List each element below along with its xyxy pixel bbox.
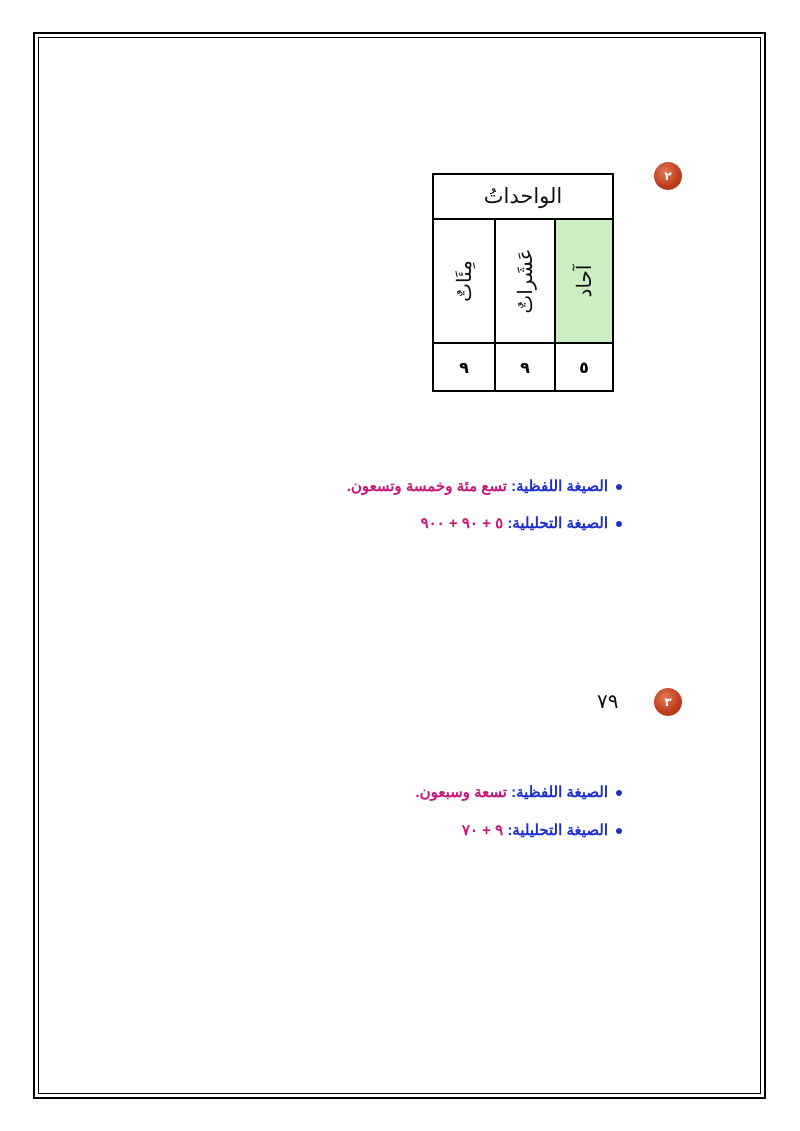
problem-2-badge: ٢	[654, 162, 682, 190]
expanded-form-value: ٥ + ٩٠ + ٩٠٠	[420, 515, 504, 532]
expanded-form-value: ٩ + ٧٠	[461, 822, 504, 839]
value-ones: ٥	[554, 344, 612, 392]
problem-3-badge: ٣	[654, 688, 682, 716]
bullet-icon	[616, 828, 622, 834]
column-ones	[554, 220, 612, 342]
column-ones-label: آحاد	[572, 264, 596, 298]
place-value-table	[432, 173, 614, 392]
word-form-line-3	[415, 783, 622, 801]
word-form-line-2	[347, 477, 622, 495]
word-form-label: الصيغة اللفظية:	[511, 784, 608, 801]
word-form-value: تسع مئة وخمسة وتسعون.	[346, 478, 507, 495]
bullet-icon	[616, 484, 622, 490]
column-hundreds-label: مِئَاتٌ	[452, 260, 476, 302]
expanded-form-line-3	[462, 821, 622, 839]
bullet-icon	[616, 790, 622, 796]
value-hundreds: ٩	[459, 358, 469, 377]
expanded-form-line-2	[421, 514, 622, 532]
problem-3-number: ٧٩	[597, 689, 619, 713]
table-header: الواحداتُ	[434, 175, 612, 220]
table-values-row	[434, 342, 612, 392]
bullet-icon	[616, 521, 622, 527]
expanded-form-label: الصيغة التحليلية:	[507, 822, 608, 839]
column-tens	[494, 220, 554, 342]
word-form-label: الصيغة اللفظية:	[511, 478, 608, 495]
value-tens: ٩	[494, 344, 554, 392]
page-border-inner	[38, 37, 761, 1094]
column-hundreds	[434, 220, 494, 342]
column-tens-label: عَشَراتٌ	[513, 248, 537, 314]
word-form-value: تسعة وسبعون.	[415, 784, 507, 801]
expanded-form-label: الصيغة التحليلية:	[507, 515, 608, 532]
